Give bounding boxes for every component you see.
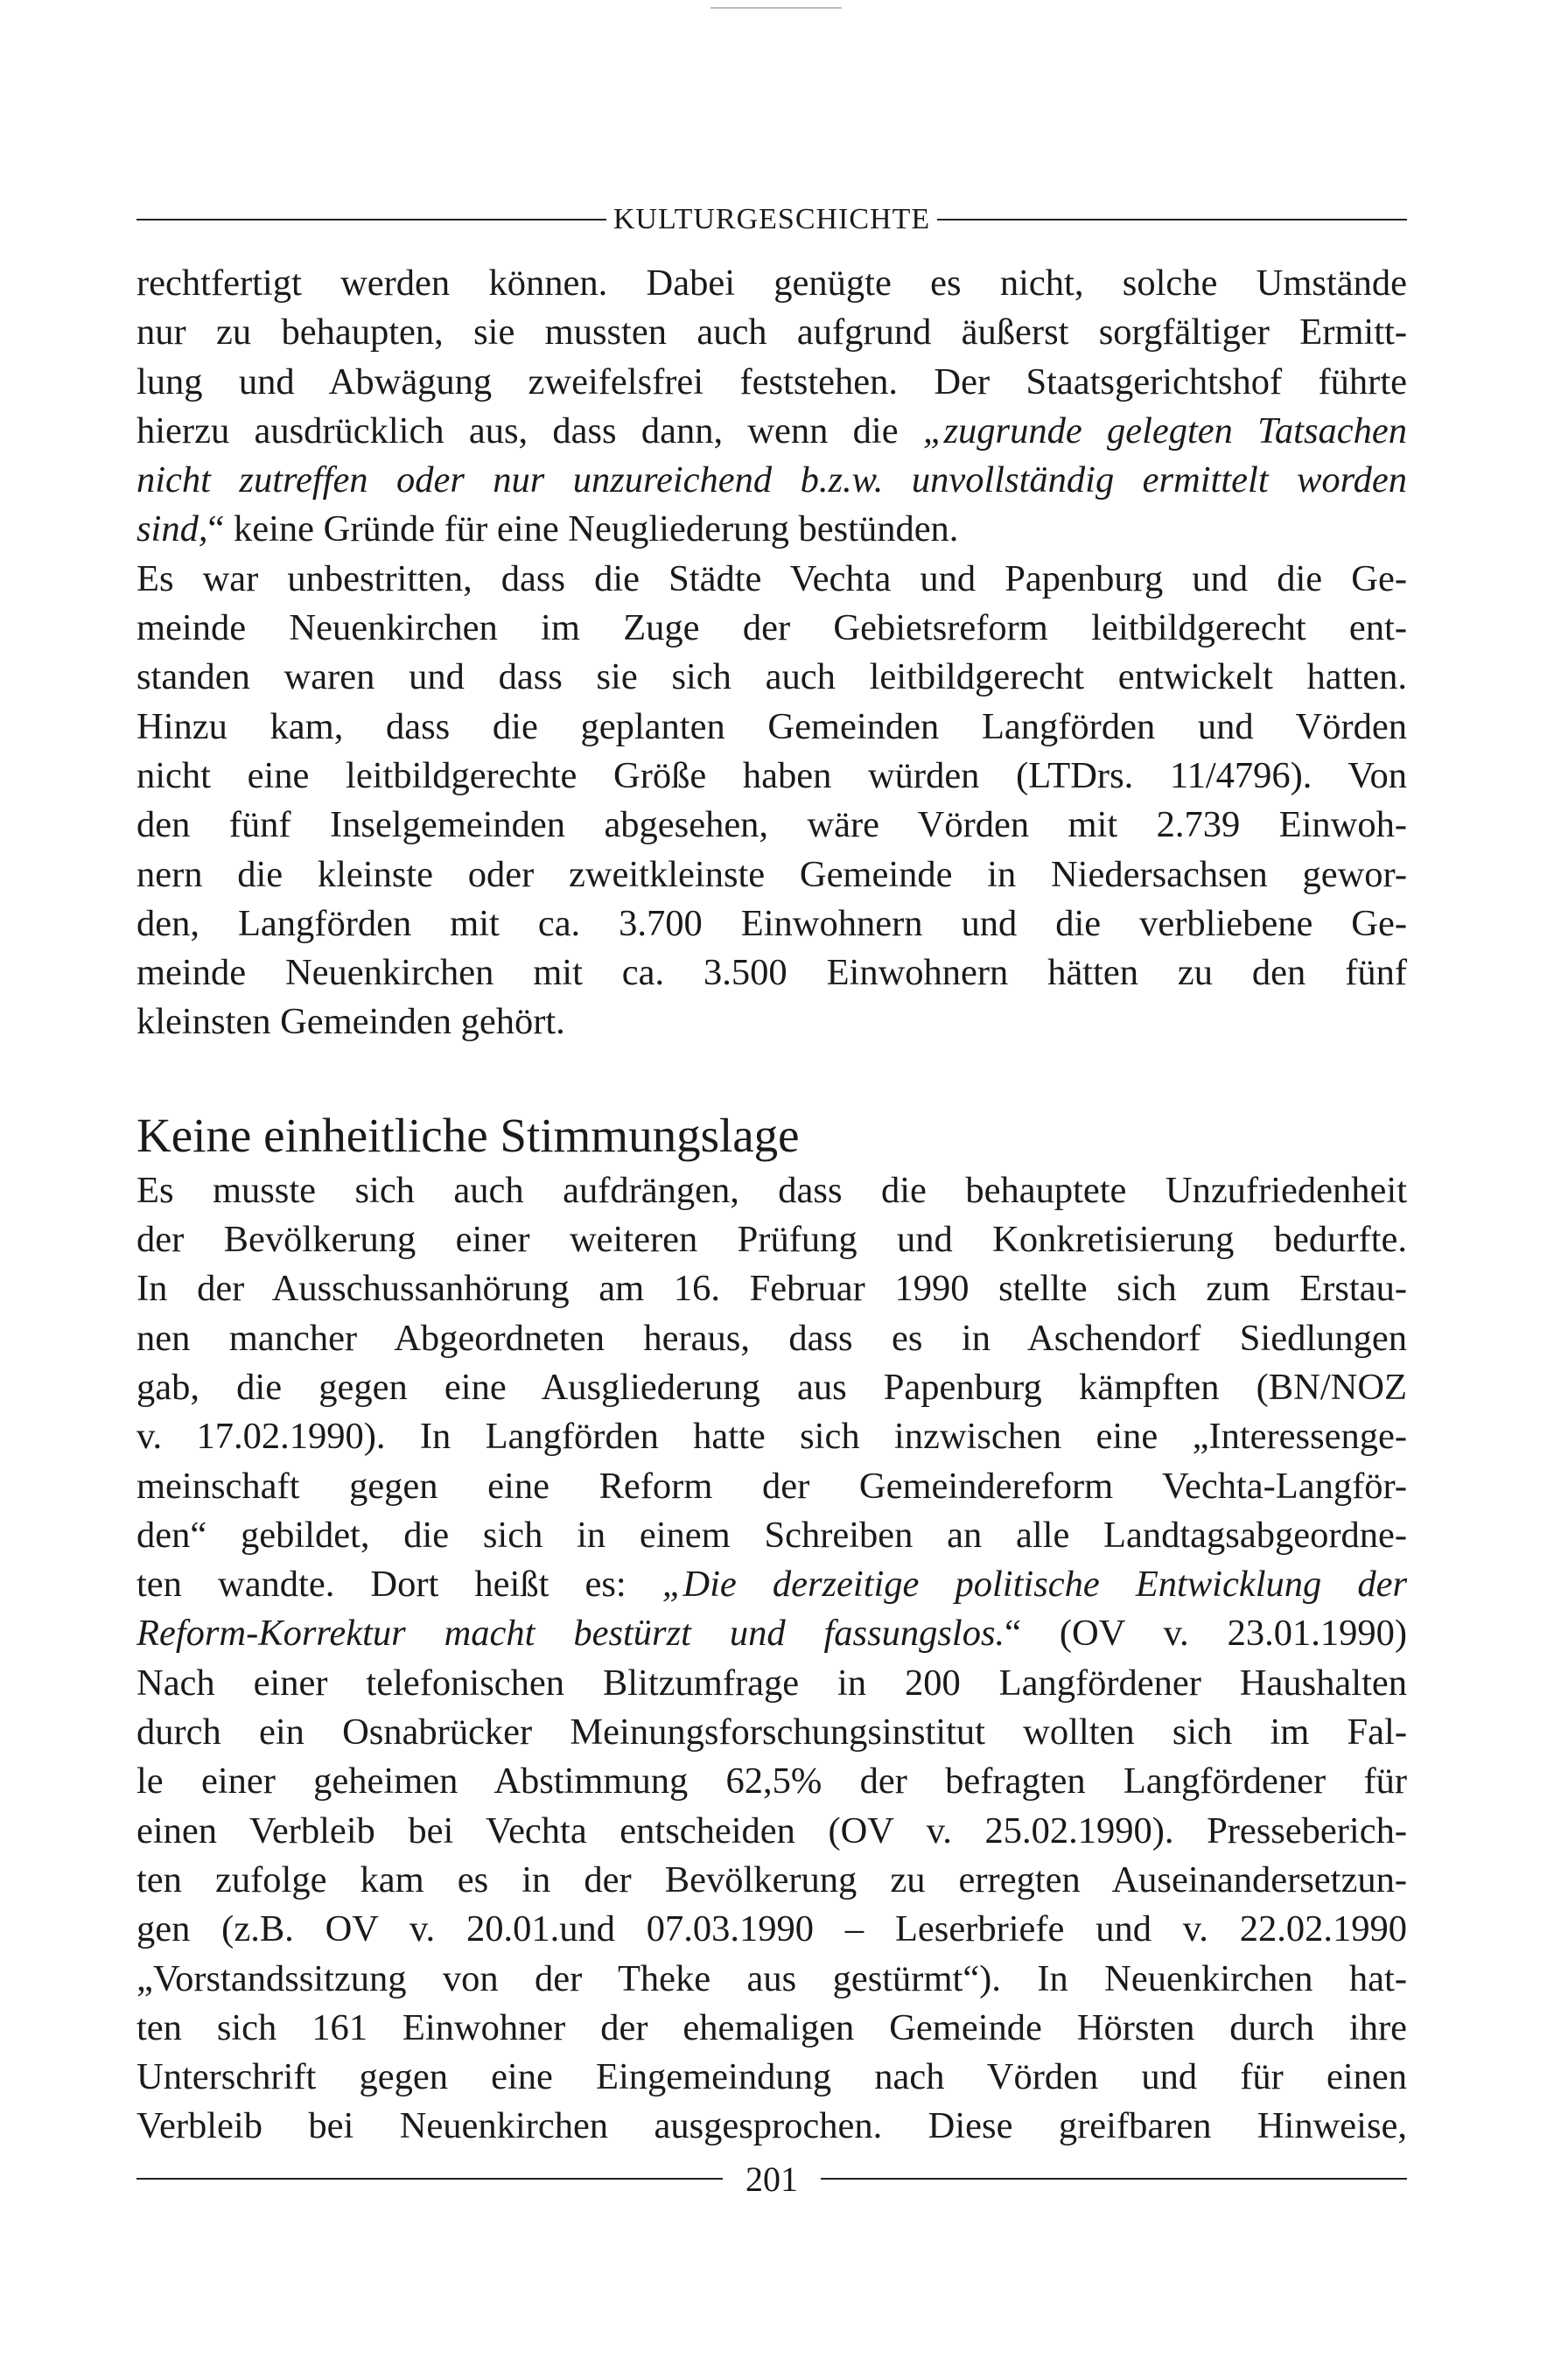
running-head (136, 198, 1407, 242)
text-line: In der Ausschussanhörung am 16. Februar 1990 stellte sich zum Erstau- (136, 1268, 1407, 1310)
text-line: le einer geheimen Abstimmung 62,5% der befragten Langfördener für (136, 1760, 1407, 1802)
paragraph-2 (136, 555, 1407, 1047)
text-line: Es war unbestritten, dass die Städte Vechta und Papenburg und die Ge- (136, 557, 1407, 599)
text-run: hierzu ausdrücklich aus, dass dann, wenn die (136, 410, 923, 452)
text-line: nicht eine leitbildgerechte Größe haben würden (LTDrs. 11/4796). Von (136, 754, 1407, 796)
text-line (136, 505, 1407, 554)
text-line: der Bevölkerung einer weiteren Prüfung und Konkretisierung bedurfte. (136, 1219, 1407, 1261)
text-line (136, 407, 1407, 456)
text-line: v. 17.02.1990). In Langförden hatte sich inzwischen eine „Interessenge- (136, 1416, 1407, 1458)
text-line: Nach einer telefonischen Blitzumfrage in 200 Langfördener Haushalten (136, 1662, 1407, 1704)
quote-italic: Reform-Korrektur macht bestürzt und fassungslos. (136, 1613, 1005, 1655)
text-line: Unterschrift gegen eine Eingemeindung nach Vörden und für einen (136, 2056, 1407, 2098)
paragraph-4 (136, 1659, 1407, 2152)
running-head-rule-left (136, 219, 606, 220)
quote-italic: nicht zutreffen oder nur unzureichend b.z.w. unvollständig ermittelt worden (136, 459, 1407, 501)
text-line: nern die kleinste oder zweitkleinste Gemeinde in Niedersachsen gewor- (136, 853, 1407, 895)
text-run: “ (OV v. 23.01.1990) (1004, 1613, 1407, 1655)
text-line: ten sich 161 Einwohner der ehemaligen Gemeinde Hörsten durch ihre (136, 2006, 1407, 2048)
text-line: einen Verbleib bei Vechta entscheiden (OV v. 25.02.1990). Presseberich- (136, 1810, 1407, 1852)
text-line: Verbleib bei Neuenkirchen ausgesprochen. Diese greifbaren Hinweise, (136, 2105, 1407, 2147)
text-line: Hinzu kam, dass die geplanten Gemeinden Langförden und Vörden (136, 705, 1407, 747)
text-line: gab, die gegen eine Ausgliederung aus Papenburg kämpften (BN/NOZ (136, 1366, 1407, 1408)
page-number: 201 (746, 2159, 798, 2199)
text-run: ten wandte. Dort heißt es: (136, 1564, 662, 1606)
text-line (136, 1560, 1407, 1609)
text-line: standen waren und dass sie sich auch leitbildgerecht entwickelt hatten. (136, 656, 1407, 698)
text-line: lung und Abwägung zweifelsfrei feststehen. Der Staatsgerichtshof führte (136, 360, 1407, 402)
text-line: den“ gebildet, die sich in einem Schreiben an alle Landtagsabgeordne- (136, 1514, 1407, 1556)
text-line: Es musste sich auch aufdrängen, dass die behauptete Unzufriedenheit (136, 1169, 1407, 1211)
text-line: meinde Neuenkirchen mit ca. 3.500 Einwohnern hätten zu den fünf (136, 952, 1407, 994)
text-line: nur zu behaupten, sie mussten auch aufgrund äußerst sorgfältiger Ermitt- (136, 312, 1407, 354)
running-head-title: KULTURGESCHICHTE (612, 203, 931, 235)
text-run: “ keine Gründe für eine Neugliederung bestünden. (207, 508, 959, 550)
text-line: gen (z.B. OV v. 20.01.und 07.03.1990 – Leserbriefe und v. 22.02.1990 (136, 1908, 1407, 1950)
paragraph-1 (136, 259, 1407, 555)
running-head-rule-right (937, 219, 1407, 220)
page-body (136, 259, 1407, 2152)
text-line: nen mancher Abgeordneten heraus, dass es in Aschendorf Siedlungen (136, 1317, 1407, 1359)
text-line (136, 456, 1407, 505)
footer-rule-left (136, 2178, 723, 2180)
quote-italic: sind, (136, 508, 208, 550)
text-line: kleinsten Gemeinden gehört. (136, 1001, 565, 1043)
text-line: den fünf Inselgemeinden abgesehen, wäre Vörden mit 2.739 Einwoh- (136, 804, 1407, 846)
text-line: meinde Neuenkirchen im Zuge der Gebietsreform leitbildgerecht ent- (136, 607, 1407, 649)
footer-rule-right (821, 2178, 1407, 2180)
section-heading: Keine einheitliche Stimmungslage (136, 1108, 800, 1162)
text-line (136, 1609, 1407, 1658)
paragraph-3 (136, 1166, 1407, 1659)
quote-italic: „Die derzeitige politische Entwicklung der (662, 1564, 1408, 1606)
text-line: meinschaft gegen eine Reform der Gemeindereform Vechta-Langför- (136, 1465, 1407, 1507)
text-line: „Vorstandssitzung von der Theke aus gestürmt“). In Neuenkirchen hat- (136, 1957, 1407, 1999)
text-line: rechtfertigt werden können. Dabei genügte es nicht, solche Umstände (136, 262, 1407, 304)
text-line: den, Langförden mit ca. 3.700 Einwohnern und die verbliebene Ge- (136, 902, 1407, 944)
page-footer (136, 2152, 1407, 2205)
top-edge-line (710, 7, 842, 9)
text-line: durch ein Osnabrücker Meinungsforschungsinstitut wollten sich im Fal- (136, 1712, 1407, 1754)
quote-italic: „zugrunde gelegten Tatsachen (922, 410, 1407, 452)
text-line: ten zufolge kam es in der Bevölkerung zu erregten Auseinandersetzun- (136, 1858, 1407, 1900)
